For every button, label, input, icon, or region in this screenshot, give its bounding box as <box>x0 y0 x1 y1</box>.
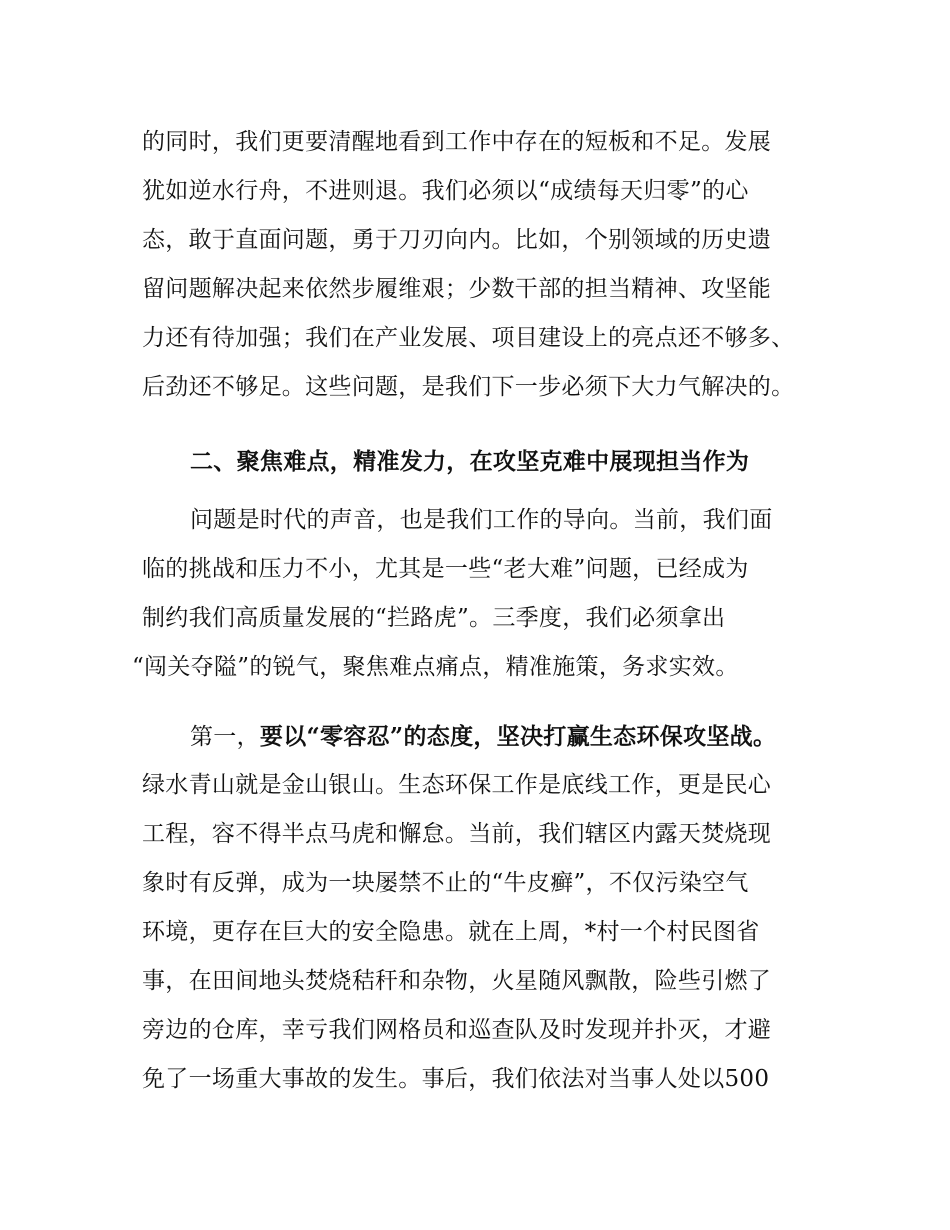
paragraph-2-line-3: 制约我们高质量发展的“拦路虎”。三季度，我们必须拿出 <box>142 605 726 631</box>
paragraph-3-line-1 <box>142 712 822 761</box>
paragraph-2 <box>132 496 822 692</box>
paragraph-2-line-1: 问题是时代的声音，也是我们工作的导向。当前，我们面 <box>190 507 773 533</box>
paragraph-1-line-3: 态，敢于直面问题，勇于刀刃向内。比如，个别领域的历史遗 <box>142 227 772 253</box>
paragraph-3-line-4: 象时有反弹，成为一块屡禁不止的“牛皮癣”，不仅污染空气 <box>142 870 749 896</box>
paragraph-3-line-2: 绿水青山就是金山银山。生态环保工作是底线工作，更是民心 <box>142 772 772 798</box>
paragraph-1-line-1: 的同时，我们更要清醒地看到工作中存在的短板和不足。发展 <box>142 129 772 155</box>
paragraph-3-line-8: 免了一场重大事故的发生。事后，我们依法对当事人处以500 <box>142 1066 770 1092</box>
paragraph-3-bold-lead: 要以“零容忍”的态度，坚决打赢生态环保攻坚战。 <box>259 723 777 750</box>
paragraph-3-line-3: 工程，容不得半点马虎和懈怠。当前，我们辖区内露天焚烧现 <box>142 821 772 847</box>
paragraph-2-line-2: 临的挑战和压力不小，尤其是一些“老大难”问题，已经成为 <box>142 556 749 582</box>
paragraph-3-line-5: 环境，更存在巨大的安全隐患。就在上周，*村一个村民图省 <box>142 919 760 945</box>
paragraph-1-line-5: 力还有待加强；我们在产业发展、项目建设上的亮点还不够多、 <box>142 325 795 351</box>
paragraph-1 <box>142 118 822 412</box>
section-heading-2: 二、聚焦难点，精准发力，在攻坚克难中展现担当作为 <box>190 448 750 475</box>
paragraph-3-lead: 第一， <box>190 724 260 750</box>
paragraph-1-line-6: 后劲还不够足。这些问题，是我们下一步必须下大力气解决的。 <box>142 374 795 400</box>
paragraph-1-line-4: 留问题解决起来依然步履维艰；少数干部的担当精神、攻坚能 <box>142 276 772 302</box>
paragraph-2-line-4: “闯关夺隘”的锐气，聚焦难点痛点，精准施策，务求实效。 <box>132 654 739 680</box>
paragraph-3-line-6: 事，在田间地头焚烧秸秆和杂物，火星随风飘散，险些引燃了 <box>142 968 772 994</box>
paragraph-3-line-7: 旁边的仓库，幸亏我们网格员和巡查队及时发现并扑灭，才避 <box>142 1017 772 1043</box>
paragraph-1-line-2: 犹如逆水行舟，不进则退。我们必须以“成绩每天归零”的心 <box>142 178 749 204</box>
paragraph-3 <box>142 712 822 1104</box>
